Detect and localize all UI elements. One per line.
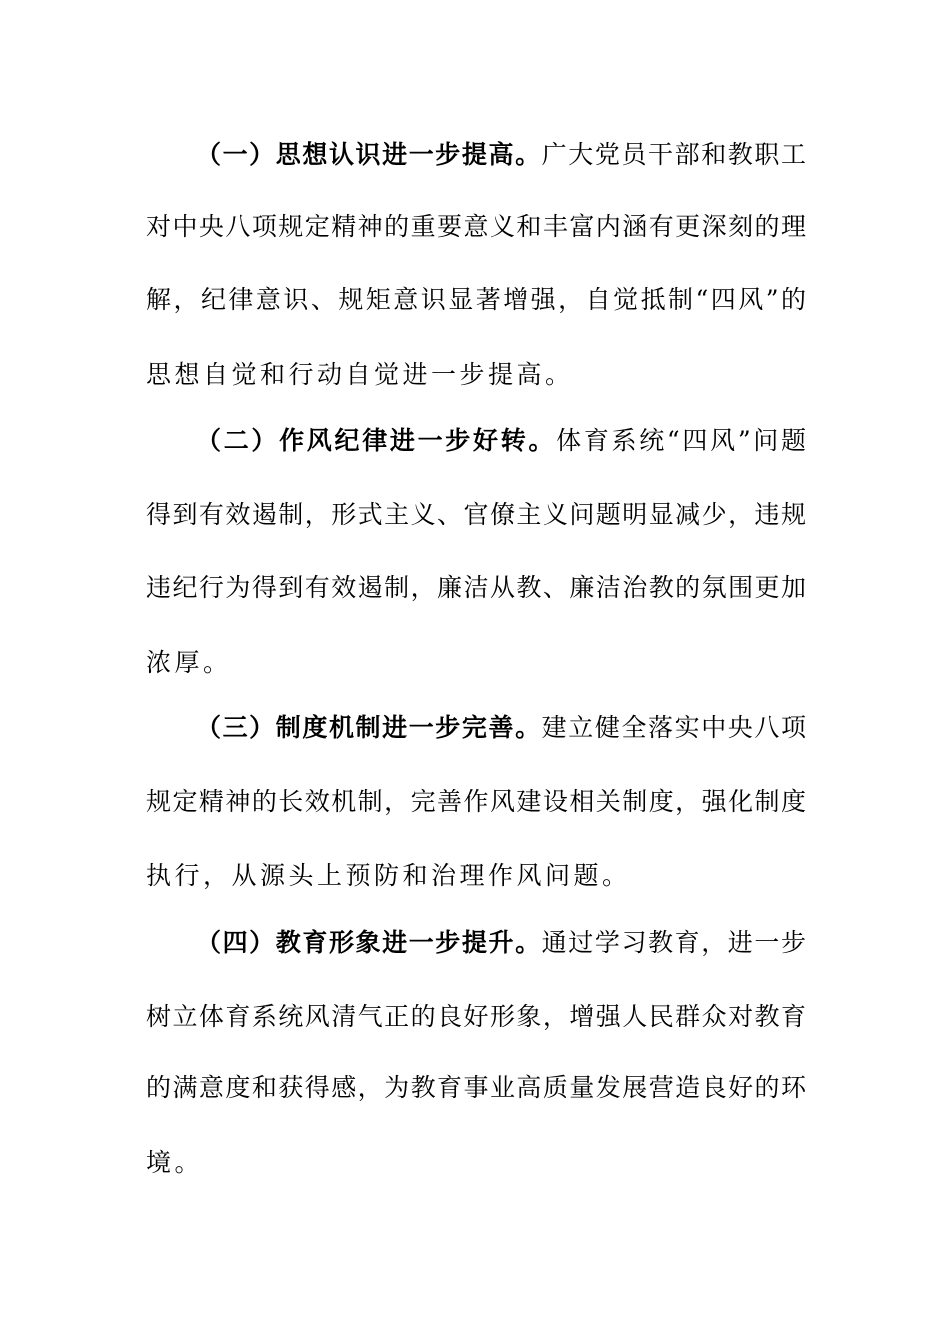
section-1-heading: （一）思想认识进一步提高。 bbox=[196, 140, 542, 169]
section-2-first-line-text: 体育系统“四风”问题 bbox=[556, 426, 806, 455]
section-3-line-3: 执行，从源头上预防和治理作风问题。 bbox=[146, 861, 631, 890]
section-1-line-2: 对中央八项规定精神的重要意义和丰富内涵有更深刻的理 bbox=[146, 212, 806, 241]
section-2-heading: （二）作风纪律进一步好转。 bbox=[196, 426, 557, 455]
section-3-first-line bbox=[196, 708, 806, 748]
section-3-first-line-text: 建立健全落实中央八项 bbox=[541, 713, 806, 742]
section-2-line-3: 违纪行为得到有效遏制，廉洁从教、廉洁治教的氛围更加 bbox=[146, 573, 806, 602]
section-4-line-2: 树立体育系统风清气正的良好形象，增强人民群众对教育 bbox=[146, 1002, 806, 1031]
section-3-line-2: 规定精神的长效机制，完善作风建设相关制度，强化制度 bbox=[146, 787, 806, 816]
section-4-line-4: 境。 bbox=[146, 1148, 204, 1177]
section-1-first-line bbox=[196, 135, 806, 175]
section-4-line-3: 的满意度和获得感，为教育事业高质量发展营造良好的环 bbox=[146, 1073, 806, 1102]
section-3-heading: （三）制度机制进一步完善。 bbox=[196, 713, 542, 742]
section-2-first-line bbox=[196, 421, 806, 461]
section-1-first-line-text: 广大党员干部和教职工 bbox=[541, 140, 806, 169]
section-1-line-3: 解，纪律意识、规矩意识显著增强，自觉抵制“四风”的 bbox=[146, 285, 806, 314]
section-4-first-line bbox=[196, 923, 806, 963]
section-1-line-4: 思想自觉和行动自觉进一步提高。 bbox=[146, 360, 574, 389]
section-2-line-2: 得到有效遏制，形式主义、官僚主义问题明显减少，违规 bbox=[146, 500, 806, 529]
section-4-heading: （四）教育形象进一步提升。 bbox=[196, 928, 542, 957]
section-4-first-line-text: 通过学习教育，进一步 bbox=[541, 928, 806, 957]
section-2-line-4: 浓厚。 bbox=[146, 648, 232, 677]
